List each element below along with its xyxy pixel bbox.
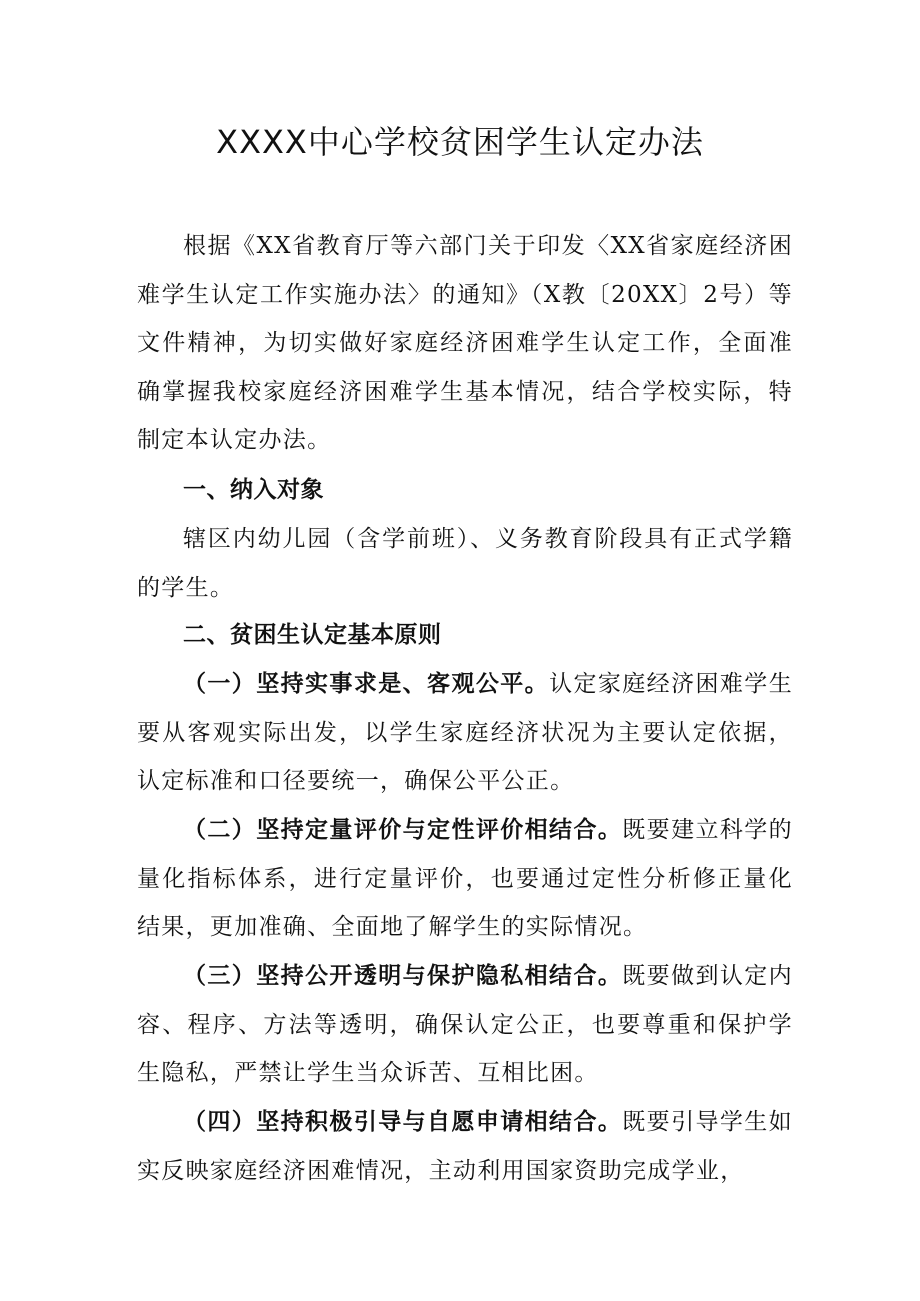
principle-paragraph-3 bbox=[137, 952, 793, 1098]
principle-lead: （一）坚持实事求是、客观公平。 bbox=[183, 670, 550, 697]
section-heading-scope: 一、纳入对象 bbox=[183, 477, 324, 503]
section-heading-principles: 二、贫困生认定基本原则 bbox=[183, 622, 442, 648]
principle-lead: （三）坚持公开透明与保护隐私相结合。 bbox=[183, 962, 623, 989]
principle-paragraph-1 bbox=[137, 660, 793, 806]
document-title: XXXX中心学校贫困学生认定办法 bbox=[216, 123, 704, 161]
principle-paragraph-2 bbox=[137, 806, 793, 952]
principle-text: 既要建立科学的量化指标体系，进行定量评价，也要通过定性分析修正量化结果，更加准确、全面地了解学生的实际情况。 bbox=[137, 817, 793, 941]
scope-paragraph: 辖区内幼儿园（含学前班）、义务教育阶段具有正式学籍的学生。 bbox=[137, 526, 793, 601]
principle-paragraph-4 bbox=[137, 1098, 793, 1195]
principle-text: 既要做到认定内容、程序、方法等透明，确保认定公正，也要尊重和保护学生隐私，严禁让学生当众诉苦、互相比困。 bbox=[137, 963, 793, 1087]
principle-text: 既要引导学生如实反映家庭经济困难情况，主动利用国家资助完成学业， bbox=[137, 1109, 793, 1184]
principle-lead: （二）坚持定量评价与定性评价相结合。 bbox=[183, 816, 623, 843]
principle-lead: （四）坚持积极引导与自愿申请相结合。 bbox=[183, 1108, 623, 1135]
principle-text: 认定家庭经济困难学生要从客观实际出发，以学生家庭经济状况为主要认定依据，认定标准和口径要统一，确保公平公正。 bbox=[137, 671, 794, 795]
intro-paragraph: 根据《XX省教育厅等六部门关于印发〈XX省家庭经济困难学生认定工作实施办法〉的通知》（X教〔20XX〕2号）等文件精神，为切实做好家庭经济困难学生认定工作，全面准确掌握我校家庭经济困难学生基本情况，结合学校实际，特制定本认定办法。 bbox=[137, 233, 793, 454]
